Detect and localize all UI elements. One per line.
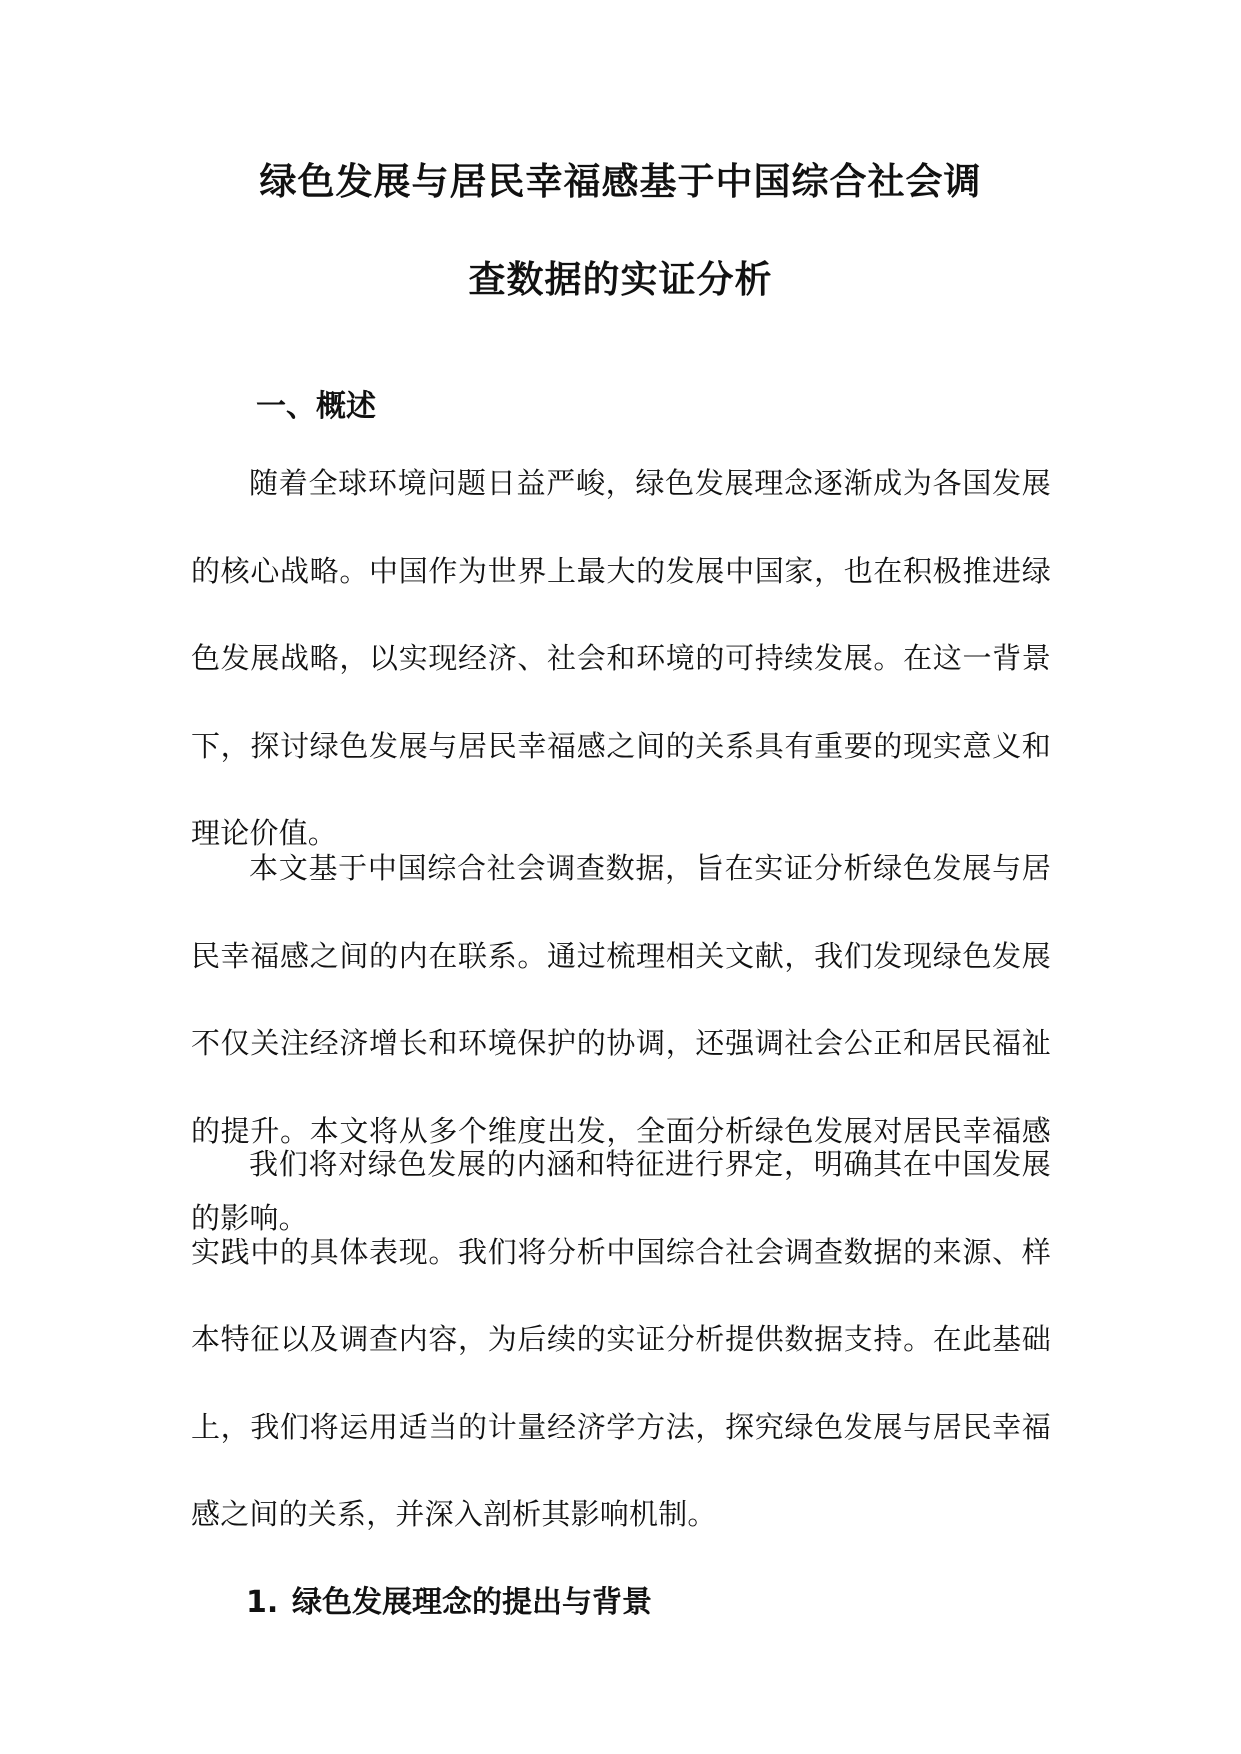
- paragraph-1: 随着全球环境问题日益严峻，绿色发展理念逐渐成为各国发展的核心战略。中国作为世界上最大的发展中国家，也在积极推进绿色发展战略，以实现经济、社会和环境的可持续发展。在这一背景下，探讨绿色发展与居民幸福感之间的关系具有重要的现实意义和理论价值。: [191, 466, 1051, 850]
- subsection-heading: [246, 1577, 652, 1621]
- paragraph-2: 本文基于中国综合社会调查数据，旨在实证分析绿色发展与居民幸福感之间的内在联系。通过梳理相关文献，我们发现绿色发展不仅关注经济增长和环境保护的协调，还强调社会公正和居民福祉的提升。本文将从多个维度出发，全面分析绿色发展对居民幸福感的影响。: [191, 851, 1051, 1235]
- document-title-line-2: 查数据的实证分析: [468, 258, 773, 301]
- subsection-number: 1.: [246, 1585, 279, 1620]
- subsection-title: 绿色发展理念的提出与背景: [292, 1585, 652, 1620]
- section-heading-overview: 一、概述: [256, 389, 376, 424]
- document-title-line-1: 绿色发展与居民幸福感基于中国综合社会调: [259, 160, 982, 203]
- paragraph-3: 我们将对绿色发展的内涵和特征进行界定，明确其在中国发展实践中的具体表现。我们将分析中国综合社会调查数据的来源、样本特征以及调查内容，为后续的实证分析提供数据支持。在此基础上，我们将运用适当的计量经济学方法，探究绿色发展与居民幸福感之间的关系，并深入剖析其影响机制。: [191, 1147, 1051, 1531]
